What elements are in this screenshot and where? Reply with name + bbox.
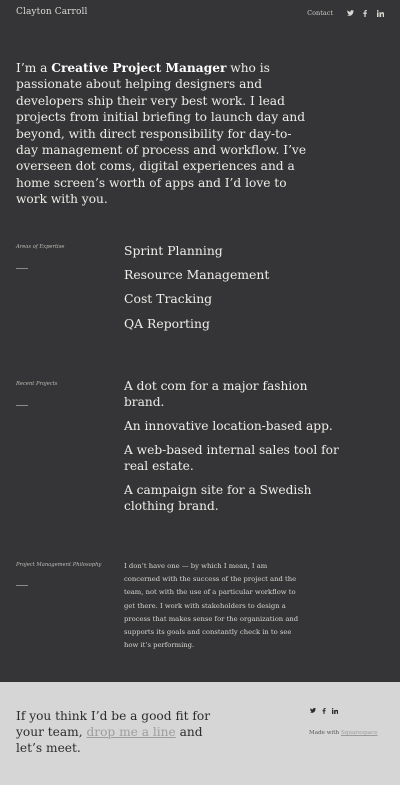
contact-cta-link[interactable]: drop me a line — [86, 725, 176, 740]
area-item-resource-management: Resource Management — [124, 267, 270, 283]
made-with-label: Made with — [309, 730, 340, 736]
philosophy-label: Project Management Philosophy — [16, 562, 102, 568]
project-item: An innovative location-based app. — [124, 419, 333, 433]
top-nav — [307, 9, 384, 17]
footer-social — [309, 707, 338, 714]
areas-label: Areas of Expertise — [16, 244, 65, 250]
twitter-icon[interactable] — [346, 9, 354, 17]
cta-lead: If you think I’d be a good fit for your team, — [16, 709, 211, 740]
intro-lead: I’m a — [16, 61, 52, 75]
site-title[interactable]: Clayton Carroll — [16, 7, 88, 17]
area-item-qa-reporting: QA Reporting — [124, 315, 210, 331]
projects-label: Recent Projects — [16, 381, 58, 387]
projects-list — [124, 378, 339, 522]
intro-paragraph — [16, 60, 311, 208]
area-item-cost-tracking: Cost Tracking — [124, 291, 213, 307]
project-item: A campaign site for a Swedish clothing brand. — [124, 482, 312, 513]
twitter-icon[interactable] — [309, 707, 316, 714]
projects-divider — [16, 405, 28, 406]
contact-link[interactable]: Contact — [307, 9, 333, 17]
intro-body: who is passionate about helping designers and developers ship their very best work. I lead projects from initial briefing to launch day and beyond, with direct responsibility for day-to-day management of process and workflow. I’ve overseen dot coms, digital experiences and a home screen’s worth of apps and I’d love to work with you. — [16, 61, 307, 207]
philosophy-text: I don’t have one — by which I mean, I am concerned with the success of the project and the team, not with the use of a particular workflow to get there. I work with stakeholders to design a process that makes sense for the organization and supports its goals and constantly check in to see how it’s performing. — [124, 562, 299, 650]
cta-tail: and let’s meet. — [16, 725, 203, 756]
area-item-sprint-planning: Sprint Planning — [124, 243, 223, 258]
areas-list — [124, 243, 269, 340]
intro-role: Creative Project Manager — [51, 61, 227, 75]
footer — [0, 682, 400, 785]
philosophy-divider — [16, 585, 28, 586]
areas-divider — [16, 268, 28, 269]
made-with-note — [309, 730, 378, 736]
linkedin-icon[interactable] — [331, 707, 338, 714]
squarespace-link[interactable]: Squarespace — [340, 730, 378, 736]
facebook-icon[interactable] — [320, 707, 327, 714]
facebook-icon[interactable] — [361, 9, 369, 17]
project-item: A web-based internal sales tool for real estate. — [124, 442, 339, 473]
project-item: A dot com for a major fashion brand. — [124, 379, 308, 410]
footer-cta — [16, 708, 221, 757]
linkedin-icon[interactable] — [376, 9, 384, 17]
